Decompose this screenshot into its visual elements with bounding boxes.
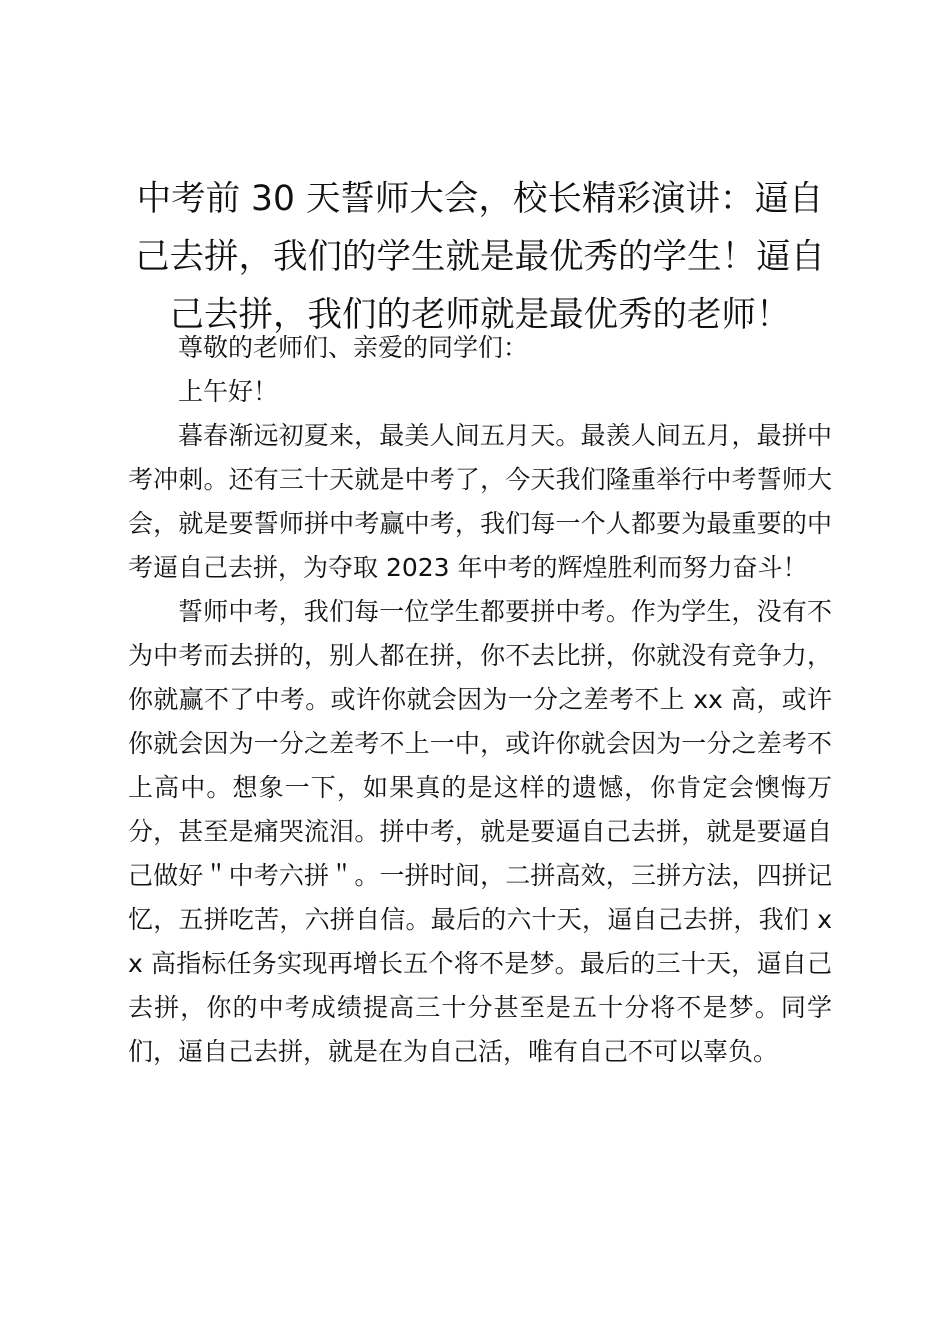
body-paragraph: 誓师中考，我们每一位学生都要拼中考。作为学生，没有不为中考而去拼的，别人都在拼，你不去比拼，你就没有竞争力，你就赢不了中考。或许你就会因为一分之差考不上 xx 高，或许你就会因为一分之差考不上一中，或许你就会因为一分之差考不上高中。想象一下，如果真的是这样的遗憾，你肯定会懊悔万分，甚至是痛哭流泪。拼中考，就是要逼自己去拼，就是要逼自己做好＂中考六拼＂。一拼时间，二拼高效，三拼方法，四拼记忆，五拼吃苦，六拼自信。最后的六十天，逼自己去拼，我们 xx 高指标任务实现再增长五个将不是梦。最后的三十天，逼自己去拼，你的中考成绩提高三十分甚至是五十分将不是梦。同学们，逼自己去拼，就是在为自己活，唯有自己不可以辜负。 bbox=[128, 597, 832, 1066]
body-paragraph: 暮春渐远初夏来，最美人间五月天。最羡人间五月，最拼中考冲刺。还有三十天就是中考了，今天我们隆重举行中考誓师大会，就是要誓师拼中考赢中考，我们每一个人都要为最重要的中考逼自己去拼，为夺取 2023 年中考的辉煌胜利而努力奋斗！ bbox=[128, 421, 832, 582]
greeting-paragraph: 上午好！ bbox=[178, 377, 279, 406]
document-body bbox=[128, 326, 832, 1074]
salutation-paragraph: 尊敬的老师们、亲爱的同学们： bbox=[178, 333, 529, 362]
document-title: 中考前 30 天誓师大会，校长精彩演讲：逼自己去拼，我们的学生就是最优秀的学生！逼自己去拼，我们的老师就是最优秀的老师！ bbox=[135, 179, 825, 335]
